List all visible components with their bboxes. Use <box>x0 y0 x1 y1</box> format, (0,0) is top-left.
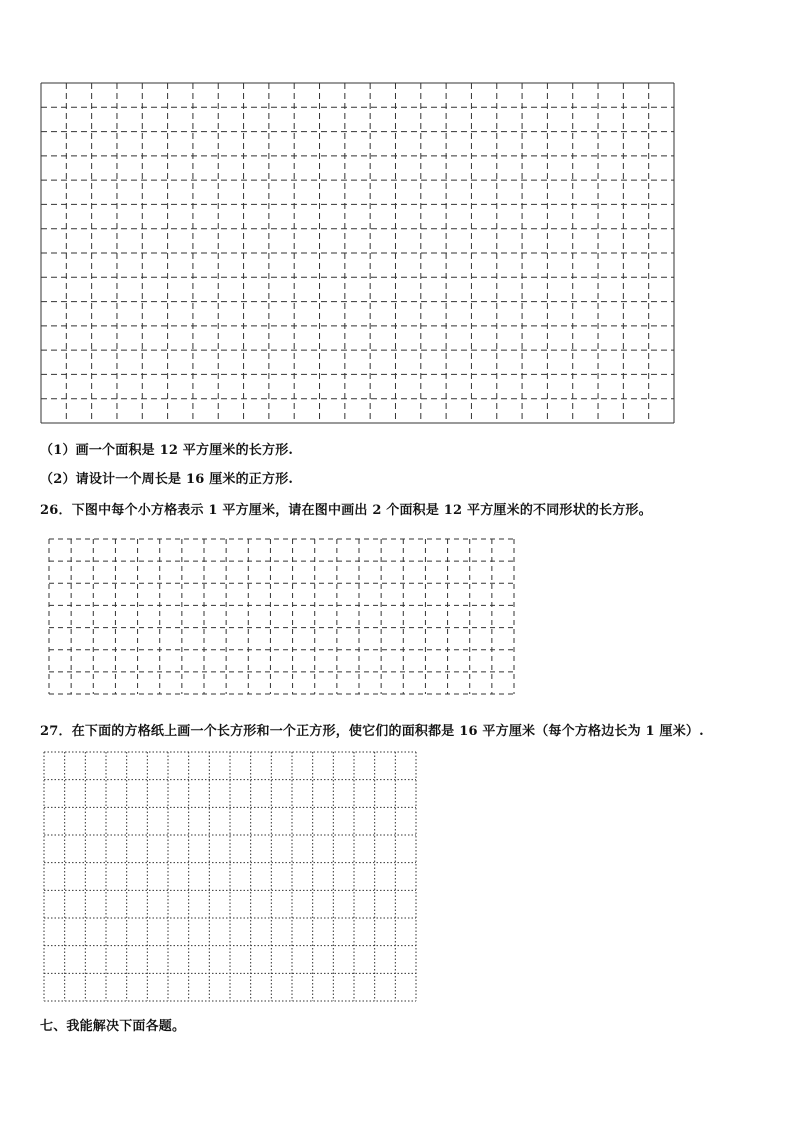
question-26: 26．下图中每个小方格表示 1 平方厘米，请在图中画出 2 个面积是 12 平方厘米的不同形状的长方形。 <box>40 503 652 518</box>
grid-paper-3 <box>43 751 417 1002</box>
question-27: 27．在下面的方格纸上画一个长方形和一个正方形，使它们的面积都是 16 平方厘米（每个方格边长为 1 厘米）. <box>40 724 704 739</box>
grid-paper-1 <box>40 82 675 424</box>
grid-paper-2 <box>48 538 515 695</box>
section-7-heading: 七、我能解决下面各题。 <box>40 1019 186 1034</box>
question-25-part-2: （2）请设计一个周长是 16 厘米的正方形. <box>40 472 294 487</box>
question-25-part-1: （1）画一个面积是 12 平方厘米的长方形. <box>40 443 294 458</box>
